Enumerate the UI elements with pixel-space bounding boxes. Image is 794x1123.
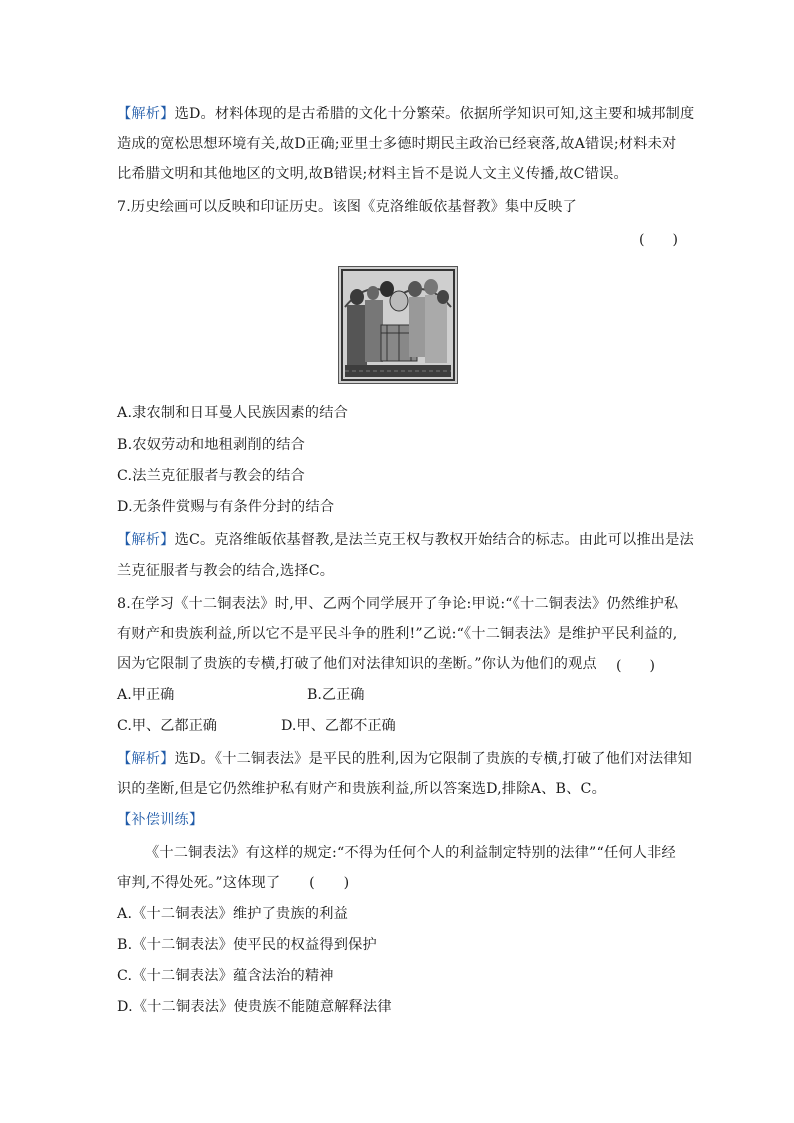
- bonus-stem-line-2: 审判,不得处死。”这体现了 ( ): [117, 875, 350, 891]
- q8-stem-line-3: 因为它限制了贵族的专横,打破了他们对法律知识的垄断。”你认为他们的观点: [117, 656, 597, 672]
- q8-option-a: A.甲正确: [117, 687, 175, 703]
- bonus-option-b: B.《十二铜表法》使平民的权益得到保护: [117, 937, 377, 953]
- analysis-tag: 【解析】: [117, 532, 175, 548]
- q8-option-d: D.甲、乙都不正确: [281, 718, 396, 734]
- q6-analysis-line-1: 【解析】选D。材料体现的是古希腊的文化十分繁荣。依据所学知识可知,这主要和城邦制度: [117, 106, 695, 122]
- q8-stem-line-2: 有财产和贵族利益,所以它不是平民斗争的胜利!”乙说:“《十二铜表法》是维护平民利益的,: [117, 626, 678, 642]
- q7-option-c: C.法兰克征服者与教会的结合: [117, 468, 305, 484]
- q7-analysis-line-2: 兰克征服者与教会的结合,选择C。: [117, 563, 335, 579]
- q7-stem: 7.历史绘画可以反映和印证历史。该图《克洛维皈依基督教》集中反映了: [117, 199, 577, 215]
- q8-answer-paren: ( ): [616, 658, 655, 674]
- bonus-option-c: C.《十二铜表法》蕴含法治的精神: [117, 968, 334, 984]
- bonus-option-d: D.《十二铜表法》使贵族不能随意解释法律: [117, 999, 392, 1015]
- analysis-tag: 【解析】: [117, 751, 175, 767]
- q7-option-b: B.农奴劳动和地租剥削的结合: [117, 437, 305, 453]
- q7-option-a: A.隶农制和日耳曼人民族因素的结合: [117, 405, 348, 421]
- bonus-option-a: A.《十二铜表法》维护了贵族的利益: [117, 906, 348, 922]
- analysis-tag: 【解析】: [117, 106, 175, 122]
- q7-option-d: D.无条件赏赐与有条件分封的结合: [117, 499, 335, 515]
- q7-analysis-line-1: 【解析】选C。克洛维皈依基督教,是法兰克王权与教权开始结合的标志。由此可以推出是法: [117, 532, 694, 548]
- painting-illustration: [339, 267, 457, 383]
- painting-image: [338, 266, 458, 384]
- q6-analysis-line-3: 比希腊文明和其他地区的文明,故B错误;材料主旨不是说人文主义传播,故C错误。: [117, 166, 628, 182]
- q8-analysis-line-2: 识的垄断,但是它仍然维护私有财产和贵族利益,所以答案选D,排除A、B、C。: [117, 781, 606, 797]
- q8-option-b: B.乙正确: [307, 687, 365, 703]
- q8-stem-line-1: 8.在学习《十二铜表法》时,甲、乙两个同学展开了争论:甲说:“《十二铜表法》仍然维护私: [117, 596, 679, 612]
- q8-option-c: C.甲、乙都正确: [117, 718, 217, 734]
- q7-answer-paren: ( ): [639, 232, 678, 248]
- q6-analysis-line-2: 造成的宽松思想环境有关,故D正确;亚里士多德时期民主政治已经衰落,故A错误;材料未对: [117, 136, 677, 152]
- bonus-training-heading: 【补偿训练】: [117, 812, 204, 828]
- q8-analysis-line-1: 【解析】选D。《十二铜表法》是平民的胜利,因为它限制了贵族的专横,打破了他们对法律知: [117, 751, 693, 767]
- bonus-stem-line-1: 《十二铜表法》有这样的规定:“不得为任何个人的利益制定特别的法律”“任何人非经: [145, 845, 676, 861]
